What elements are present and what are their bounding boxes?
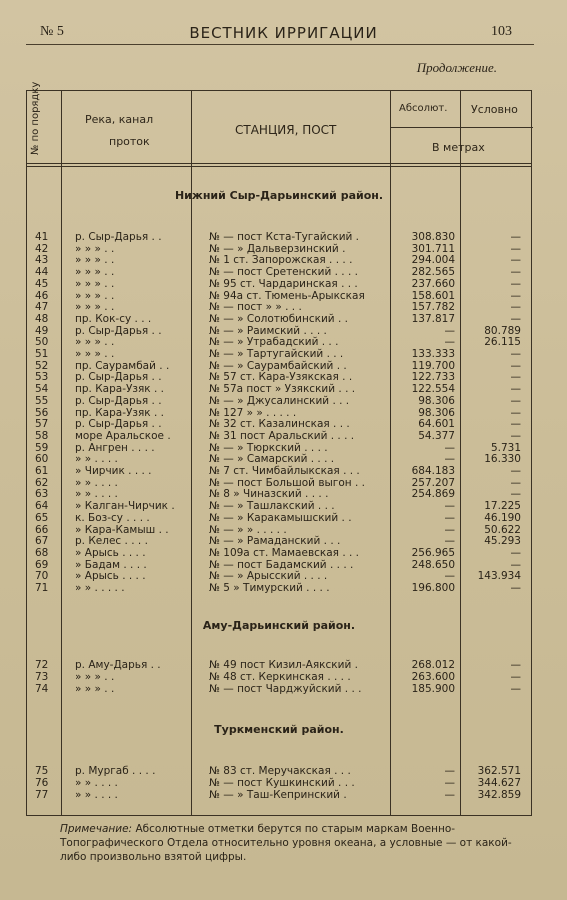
river-name: » » . . . . (75, 789, 118, 801)
station-name: № 7 ст. Чимбайлыкская . . . (209, 465, 360, 477)
station-name: № — » Тартугайский . . . (209, 348, 344, 360)
river-name: пр. Кара-Узяк . . (75, 383, 164, 396)
row-number: 67 (35, 535, 49, 548)
river-name: р. Ангрен . . . . (75, 441, 155, 454)
conditional-mark: — (510, 394, 521, 407)
river-name: » » » . . (75, 301, 115, 314)
header-rule (26, 44, 534, 45)
conditional-mark: — (510, 465, 521, 477)
row-number: 50 (35, 336, 49, 349)
station-name: № — » Тюркский . . . . (209, 441, 328, 454)
conditional-mark: — (510, 301, 521, 314)
station-name: № 83 ст. Меручакская . . . (209, 765, 351, 777)
station-name: № 127 » » . . . . . (209, 406, 297, 419)
row-number: 46 (35, 289, 49, 302)
conditional-mark: 5.731 (490, 441, 521, 454)
absolute-mark: 263.600 (411, 671, 455, 683)
row-number: 69 (35, 558, 49, 571)
absolute-mark: 254.869 (411, 488, 455, 501)
absolute-mark: — (444, 336, 455, 349)
absolute-mark: 185.900 (411, 683, 455, 695)
station-name: № — » Ташлакский . . . (209, 500, 335, 513)
absolute-mark: 158.601 (411, 289, 455, 302)
journal-title: ВЕСТНИК ИРРИГАЦИИ (189, 24, 378, 42)
conditional-mark: — (510, 254, 521, 267)
absolute-mark: — (444, 535, 455, 548)
absolute-mark: — (444, 441, 455, 454)
station-name: № — пост Бадамский . . . . (209, 558, 354, 571)
row-number: 41 (35, 231, 49, 243)
station-name: № 32 ст. Казалинская . . . (209, 418, 350, 431)
header-col-cond: Условно (471, 103, 518, 116)
conditional-mark: 46.190 (484, 511, 521, 524)
absolute-mark: 268.012 (411, 659, 455, 671)
conditional-mark: — (510, 242, 521, 255)
row-number: 43 (35, 254, 49, 267)
station-name: № 109а ст. Мамаевская . . . (209, 546, 360, 559)
row-number: 75 (35, 765, 49, 777)
station-name: № — » Самарский . . . . (209, 453, 335, 466)
river-name: р. Мургаб . . . . (75, 765, 156, 777)
footnote-text: Абсолютные отметки берутся по старым маркам Военно-Топографического Отдела относительно уровня океана, а условные — от какой-либо произвольно взятой цифры. (60, 823, 512, 863)
river-name: к. Боз-су . . . . (75, 511, 150, 524)
conditional-mark: 342.859 (477, 789, 521, 801)
table-row (27, 582, 531, 595)
section-title: Туркменский район. (214, 723, 344, 736)
absolute-mark: 133.333 (411, 348, 455, 360)
river-name: » Кара-Камыш . . (75, 523, 169, 536)
absolute-mark: — (444, 570, 455, 583)
page-number: 103 (491, 24, 512, 39)
conditional-mark: — (510, 383, 521, 396)
station-name: № 31 пост Аральский . . . . (209, 429, 355, 442)
absolute-mark: — (444, 500, 455, 513)
absolute-mark: 256.965 (411, 546, 455, 559)
absolute-mark: — (444, 523, 455, 536)
river-name: р. Сыр-Дарья . . (75, 324, 162, 337)
river-name: » » » . . (75, 336, 115, 349)
row-number: 73 (35, 671, 49, 683)
absolute-mark: 157.782 (411, 301, 455, 314)
station-name: № 5 » Тимурский . . . . (209, 582, 330, 594)
conditional-mark: — (510, 277, 521, 290)
station-name: № — » Арысский . . . . (209, 570, 328, 583)
row-number: 44 (35, 266, 49, 279)
absolute-mark: — (444, 765, 455, 777)
row-number: 47 (35, 301, 49, 314)
station-name: № — » » . . . . . (209, 523, 287, 536)
row-number: 42 (35, 242, 49, 255)
row-number: 48 (35, 312, 49, 325)
conditional-mark: 16.330 (484, 453, 521, 466)
conditional-mark: — (510, 371, 521, 384)
river-name: » Калган-Чирчик . (75, 500, 175, 513)
river-name: » Арысь . . . . (75, 570, 146, 583)
row-number: 53 (35, 371, 49, 384)
section-title: Нижний Сыр-Дарьинский район. (174, 189, 384, 202)
station-name: № — пост Большой выгон . . (209, 476, 365, 489)
station-name: № — » Утрабадский . . . (209, 336, 339, 349)
absolute-mark: 308.830 (411, 231, 455, 243)
station-name: № — » Дальверзинский . (209, 242, 346, 255)
river-name: » » . . . . (75, 453, 118, 466)
head-rule (27, 163, 531, 164)
river-name: » » » . . (75, 671, 115, 683)
row-number: 74 (35, 683, 49, 695)
row-number: 66 (35, 523, 49, 536)
conditional-mark: — (510, 266, 521, 279)
conditional-mark: — (510, 558, 521, 571)
river-name: пр. Саурамбай . . (75, 359, 170, 372)
river-name: » » » . . (75, 242, 115, 255)
header-units: В метрах (432, 141, 485, 154)
row-number: 51 (35, 348, 49, 360)
absolute-mark: — (444, 777, 455, 789)
row-number: 54 (35, 383, 49, 396)
running-header (0, 24, 567, 44)
station-name: № — » Саурамбайский . . (209, 359, 347, 372)
station-name: № 1 ст. Запорожская . . . . (209, 254, 353, 267)
row-number: 62 (35, 476, 49, 489)
absolute-mark: 257.207 (411, 476, 455, 489)
absolute-mark: 122.733 (411, 371, 455, 384)
row-number: 72 (35, 659, 49, 671)
river-name: » Чирчик . . . . (75, 465, 152, 477)
units-divider (391, 127, 533, 128)
river-name: » Арысь . . . . (75, 546, 146, 559)
station-name: № 57а пост » Узякский . . . (209, 383, 356, 396)
station-name: № — пост Кушкинский . . . (209, 777, 355, 789)
conditional-mark: — (510, 418, 521, 431)
station-name: № 94а ст. Тюмень-Арыкская (209, 289, 365, 302)
header-col-river: Река, канал (85, 113, 154, 126)
conditional-mark: 17.225 (484, 500, 521, 513)
conditional-mark: — (510, 546, 521, 559)
row-number: 52 (35, 359, 49, 372)
station-name: № — » Таш-Кепринский . (209, 789, 347, 801)
absolute-mark: 64.601 (418, 418, 455, 431)
absolute-mark: 98.306 (418, 406, 455, 419)
conditional-mark: — (510, 429, 521, 442)
row-number: 58 (35, 429, 49, 442)
row-number: 57 (35, 418, 49, 431)
river-name: пр. Кара-Узяк . . (75, 406, 164, 419)
river-name: » Бадам . . . . (75, 558, 147, 571)
table-row (27, 789, 531, 802)
absolute-mark: 684.183 (411, 465, 455, 477)
river-name: » » » . . (75, 277, 115, 290)
row-number: 45 (35, 277, 49, 290)
river-name: р. Келес . . . . (75, 535, 148, 548)
river-name: р. Сыр-Дарья . . (75, 418, 162, 431)
conditional-mark: — (510, 231, 521, 243)
station-table (26, 81, 532, 816)
conditional-mark: — (510, 359, 521, 372)
river-name: » » » . . (75, 266, 115, 279)
absolute-mark: 54.377 (418, 429, 455, 442)
conditional-mark: 26.115 (484, 336, 521, 349)
row-number: 76 (35, 777, 49, 789)
continuation-label: Продолжение. (416, 60, 497, 75)
absolute-mark: 237.660 (411, 277, 455, 290)
station-name: № — » Рамаданский . . . (209, 535, 341, 548)
river-name: р. Аму-Дарья . . (75, 659, 161, 671)
river-name: » » . . . . (75, 476, 118, 489)
river-name: » » . . . . (75, 488, 118, 501)
header-col-no: № по порядку (30, 81, 41, 155)
station-name: № 57 ст. Кара-Узякская . . (209, 371, 353, 384)
head-rule (27, 166, 531, 167)
absolute-mark: 301.711 (411, 242, 455, 255)
header-col-abs: Абсолют. (399, 103, 448, 114)
station-name: № 95 ст. Чардаринская . . . (209, 277, 358, 290)
river-name: » » » . . (75, 348, 115, 360)
section-title: Аму-Дарьинский район. (202, 619, 356, 632)
conditional-mark: — (510, 476, 521, 489)
river-name: море Аральское . (75, 429, 171, 442)
absolute-mark: 294.004 (411, 254, 455, 267)
conditional-mark: — (510, 683, 521, 695)
table-row (27, 683, 531, 696)
conditional-mark: 80.789 (484, 324, 521, 337)
absolute-mark: 248.650 (411, 558, 455, 571)
row-number: 77 (35, 789, 49, 801)
row-number: 70 (35, 570, 49, 583)
row-number: 55 (35, 394, 49, 407)
row-number: 60 (35, 453, 49, 466)
row-number: 71 (35, 582, 49, 594)
row-number: 56 (35, 406, 49, 419)
river-name: » » . . . . (75, 777, 118, 789)
row-number: 49 (35, 324, 49, 337)
absolute-mark: 122.554 (411, 383, 455, 396)
conditional-mark: 143.934 (477, 570, 521, 583)
station-name: № — пост » » . . . (209, 301, 302, 314)
river-name: р. Сыр-Дарья . . (75, 231, 162, 243)
row-number: 68 (35, 546, 49, 559)
river-name: » » » . . (75, 289, 115, 302)
station-name: № — пост Чарджуйский . . . (209, 683, 362, 695)
issue-number: № 5 (40, 24, 64, 39)
absolute-mark: — (444, 453, 455, 466)
station-name: № — » Солотюбинский . . (209, 312, 348, 325)
absolute-mark: — (444, 511, 455, 524)
row-number: 65 (35, 511, 49, 524)
station-name: № — пост Кста-Тугайский . (209, 231, 360, 243)
footnote-label: Примечание: (60, 823, 133, 835)
footnote (60, 822, 520, 864)
absolute-mark: 119.700 (411, 359, 455, 372)
conditional-mark: — (510, 659, 521, 671)
conditional-mark: 362.571 (477, 765, 521, 777)
conditional-mark: 344.627 (477, 777, 521, 789)
station-name: № 8 » Чиназский . . . . (209, 488, 329, 501)
conditional-mark: 50.622 (484, 523, 521, 536)
absolute-mark: 98.306 (418, 394, 455, 407)
river-name: р. Сыр-Дарья . . (75, 371, 162, 384)
conditional-mark: — (510, 348, 521, 360)
absolute-mark: — (444, 324, 455, 337)
station-name: № 49 пост Кизил-Аякский . (209, 659, 358, 671)
header-col-station: СТАНЦИЯ, ПОСТ (235, 123, 337, 137)
station-name: № — » Раимский . . . . (209, 324, 327, 337)
conditional-mark: — (510, 488, 521, 501)
row-number: 59 (35, 441, 49, 454)
row-number: 63 (35, 488, 49, 501)
conditional-mark: 45.293 (484, 535, 521, 548)
river-name: » » » . . (75, 254, 115, 267)
absolute-mark: 137.817 (411, 312, 455, 325)
station-name: № — » Каракамышский . . (209, 511, 352, 524)
absolute-mark: 282.565 (411, 266, 455, 279)
river-name: пр. Кок-су . . . (75, 312, 152, 325)
absolute-mark: — (444, 789, 455, 801)
river-name: р. Сыр-Дарья . . (75, 394, 162, 407)
absolute-mark: 196.800 (411, 582, 455, 594)
conditional-mark: — (510, 671, 521, 683)
station-name: № 48 ст. Керкинская . . . . (209, 671, 351, 683)
station-name: № — пост Сретенский . . . . (209, 266, 358, 279)
row-number: 61 (35, 465, 49, 477)
river-name: » » » . . (75, 683, 115, 695)
conditional-mark: — (510, 289, 521, 302)
station-name: № — » Джусалинский . . . (209, 394, 350, 407)
conditional-mark: — (510, 312, 521, 325)
row-number: 64 (35, 500, 49, 513)
river-name: » » . . . . . (75, 582, 125, 594)
header-col-river-2: проток (109, 135, 150, 148)
conditional-mark: — (510, 582, 521, 594)
conditional-mark: — (510, 406, 521, 419)
